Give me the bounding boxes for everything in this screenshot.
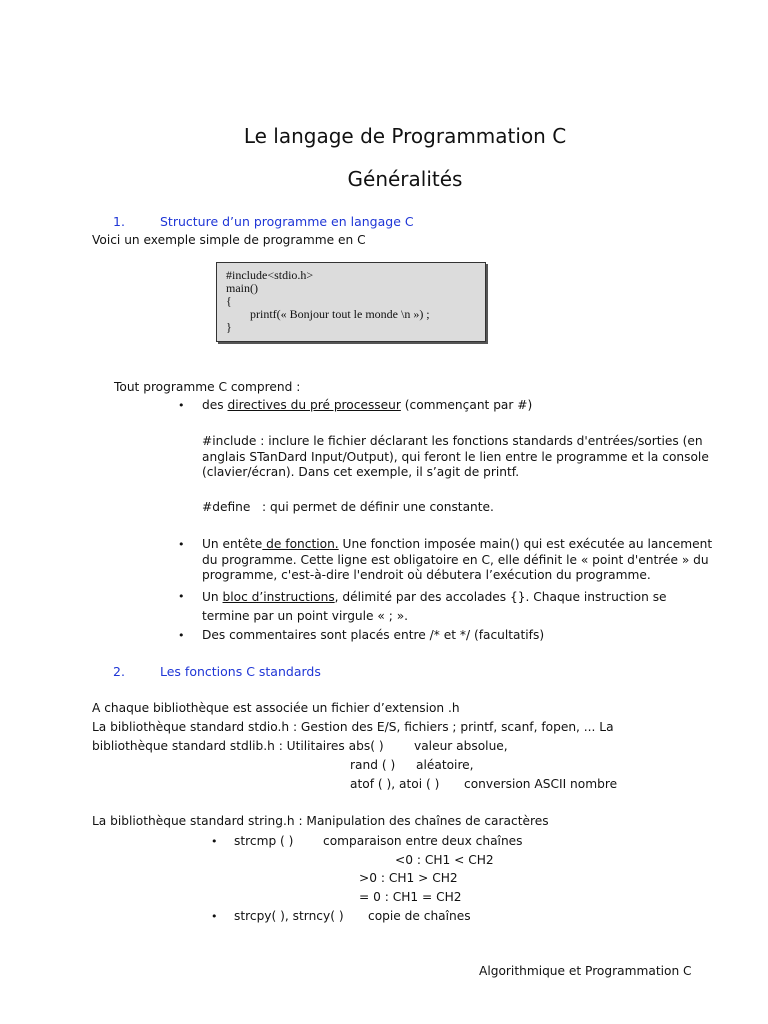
atof-description: conversion ASCII nombre xyxy=(464,777,618,791)
section-2-number: 2. xyxy=(113,664,125,679)
directives-term: directives du pré processeur xyxy=(227,398,401,412)
bullet-marker: • xyxy=(211,910,218,923)
strcpy-description: copie de chaînes xyxy=(368,909,471,923)
bullet-marker: • xyxy=(178,590,185,603)
strcmp-function: strcmp ( ) xyxy=(234,834,294,848)
define-line: #define : qui permet de définir une constante. xyxy=(202,500,494,514)
bullet-entete xyxy=(202,537,726,584)
code-line: main() xyxy=(226,281,258,295)
include-paragraph: #include : inclure le fichier déclarant les fonctions standards d'entrées/sorties (en anglais STanDard Input/Output), qui feront le lien entre le programme et la console (clavier/écran). Dans cet exemple, il s’agit de printf. xyxy=(202,434,709,479)
stdlib-label: bibliothèque standard stdlib.h : Utilitaires abs( ) xyxy=(92,739,384,753)
entete-term: de fonction. xyxy=(262,537,339,551)
code-line: printf(« Bonjour tout le monde \n ») ; xyxy=(250,307,430,321)
intro-text: Voici un exemple simple de programme en C xyxy=(92,233,366,247)
section-1-number: 1. xyxy=(113,214,125,229)
string-intro: La bibliothèque standard string.h : Manipulation des chaînes de caractères xyxy=(92,814,549,828)
bullet-marker: • xyxy=(178,538,185,551)
directives-suffix: (commençant par #) xyxy=(400,398,533,412)
code-line: } xyxy=(226,320,232,334)
strcmp-description: comparaison entre deux chaînes xyxy=(323,834,523,848)
directives-prefix: des xyxy=(202,398,228,412)
abs-description: valeur absolue, xyxy=(414,739,508,753)
atof-function: atof ( ), atoi ( ) xyxy=(350,777,440,791)
strcpy-function: strcpy( ), strncy( ) xyxy=(234,909,344,923)
page-subtitle: Généralités xyxy=(347,167,463,191)
library-intro: A chaque bibliothèque est associée un fichier d’extension .h xyxy=(92,701,460,715)
entete-prefix: Un entête xyxy=(202,537,263,551)
entete-suffix: Une fonction imposée main() qui est exécutée au lancement du programme. Cette ligne est obligatoire en C, elle définit le « point d'entrée » du programme, c'est-à-dire l'endroit où débutera l’exécution du programme. xyxy=(202,537,713,582)
rand-function: rand ( ) xyxy=(350,758,396,772)
section-1-heading: Structure d’un programme en langage C xyxy=(160,214,414,229)
program-comprises: Tout programme C comprend : xyxy=(114,380,301,394)
page-title: Le langage de Programmation C xyxy=(243,124,567,148)
bullet-marker: • xyxy=(211,835,218,848)
strcmp-result-zero: = 0 : CH1 = CH2 xyxy=(359,890,462,904)
bullet-marker: • xyxy=(178,399,185,412)
bullet-commentaires: Des commentaires sont placés entre /* et */ (facultatifs) xyxy=(202,628,545,642)
bullet-bloc xyxy=(202,588,712,626)
bullet-marker: • xyxy=(178,629,185,642)
bloc-term: bloc d’instructions xyxy=(222,590,335,604)
bloc-prefix: Un xyxy=(202,590,223,604)
strcmp-result-negative: <0 : CH1 < CH2 xyxy=(395,853,494,867)
code-example-box xyxy=(216,262,486,342)
section-2-heading: Les fonctions C standards xyxy=(160,664,321,679)
bullet-directives xyxy=(202,398,532,412)
bloc-suffix: , délimité par des accolades {}. Chaque instruction se termine par un point virgule « ; ». xyxy=(202,590,667,623)
stdio-line: La bibliothèque standard stdio.h : Gestion des E/S, fichiers ; printf, scanf, fopen, ... La xyxy=(92,720,614,734)
strcmp-result-positive: >0 : CH1 > CH2 xyxy=(359,871,458,885)
rand-description: aléatoire, xyxy=(416,758,474,772)
code-line: #include<stdio.h> xyxy=(226,268,314,282)
code-line: { xyxy=(226,294,232,308)
page-footer: Algorithmique et Programmation C xyxy=(479,964,692,978)
